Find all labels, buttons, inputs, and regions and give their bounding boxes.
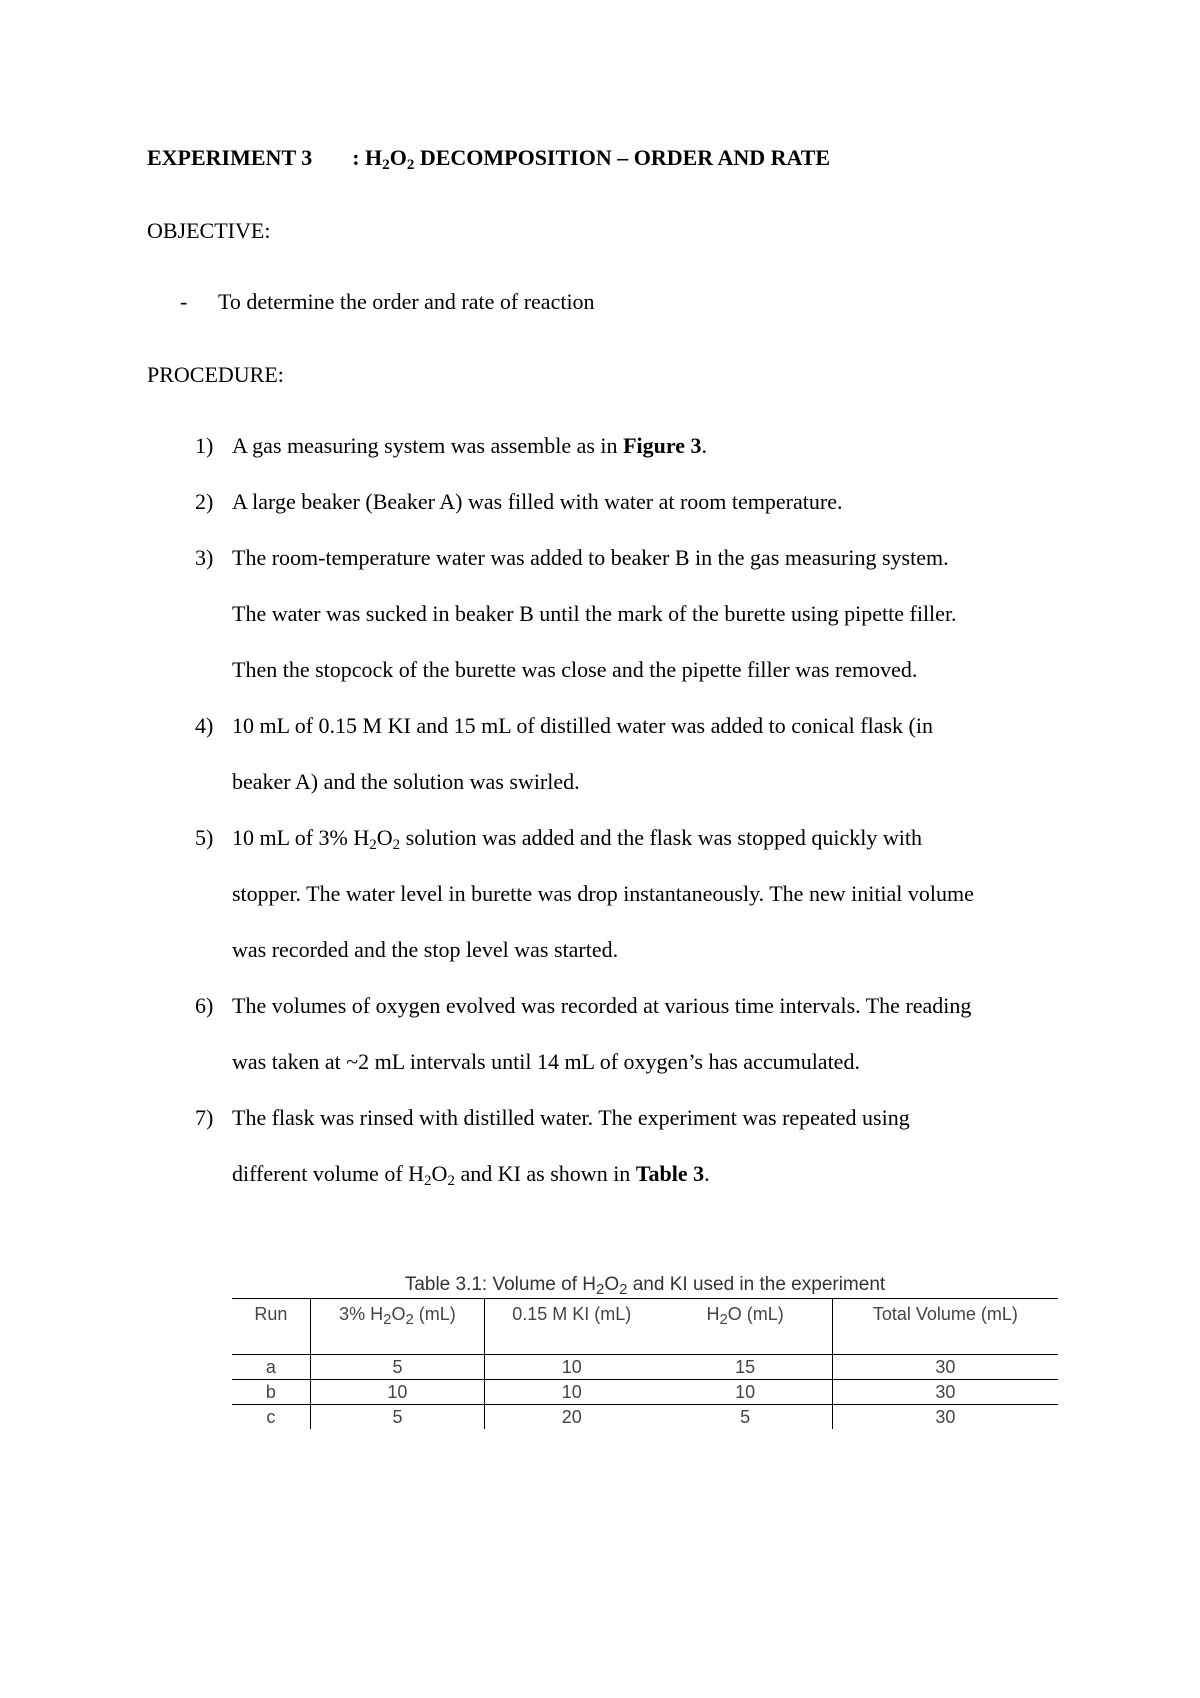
volume-table [232,1298,1058,1429]
step-5-text-c: solution was added and the flask was stopped quickly with [400,825,922,850]
cell-h2o: 5 [740,1406,751,1427]
title-text-after: DECOMPOSITION – ORDER AND RATE [414,145,831,170]
cell-h2o: 15 [658,1355,832,1380]
step-5-sub-1: 2 [369,837,377,853]
step-text: A large beaker (Beaker A) was filled with water at room temperature. [232,489,843,514]
step-number: 4) [195,713,214,738]
title-text-before: : H [352,145,383,170]
step-text-line: The room-temperature water was added to beaker B in the gas measuring system. [232,545,949,570]
caption-sub-2: 2 [619,1281,628,1298]
title-text-mid: O [389,145,407,170]
step-text-line: was recorded and the stop level was started. [232,937,619,962]
procedure-heading: PROCEDURE: [147,362,284,387]
cell-h2o2: 5 [310,1355,484,1380]
step-7-text-e: . [704,1161,710,1186]
cell-ki: 10 [485,1380,659,1405]
step-1-text-c: . [701,433,707,458]
step-5-text-a: 10 mL of 3% H [232,825,370,850]
cell-h2o: 10 [658,1380,832,1405]
step-text-line: The flask was rinsed with distilled water. The experiment was repeated using [232,1105,910,1130]
header-h2o-b: O (mL) [727,1304,784,1324]
table-row [232,1355,1058,1380]
step-7-text-c: and KI as shown in [454,1161,636,1186]
header-h2o2-sub-1: 2 [383,1311,392,1328]
caption-text-a: Table 3.1: Volume of H [404,1274,596,1295]
step-7-text-a: different volume of H [232,1161,425,1186]
caption-text-b: O [604,1274,620,1295]
header-h2o-sub: 2 [719,1311,728,1328]
objective-item [180,289,595,315]
step-text-line: 10 mL of 0.15 M KI and 15 mL of distilled water was added to conical flask (in [232,713,933,738]
header-h2o2-sub-2: 2 [405,1311,414,1328]
header-ki: 0.15 M KI (mL) [485,1299,659,1355]
step-7-text-b: O [431,1161,448,1186]
table-row [232,1380,1058,1405]
step-number: 1) [195,433,214,458]
step-text-line: was taken at ~2 mL intervals until 14 mL of oxygen’s has accumulated. [232,1049,860,1074]
step-text-line: Then the stopcock of the burette was close and the pipette filler was removed. [232,657,918,682]
objective-heading: OBJECTIVE: [147,218,271,243]
cell-h2o2: 5 [310,1405,484,1430]
objective-item-text: To determine the order and rate of reaction [218,289,595,314]
step-5-sub-2: 2 [392,837,401,853]
caption-text-c: and KI used in the experiment [627,1274,886,1295]
step-number: 5) [195,825,214,850]
step-text-line: beaker A) and the solution was swirled. [232,769,580,794]
cell-total: 30 [832,1380,1058,1405]
step-text-line: The water was sucked in beaker B until the mark of the burette using pipette filler. [232,601,957,626]
cell-run: b [232,1380,310,1405]
header-h2o2 [310,1299,484,1355]
experiment-label: EXPERIMENT 3 [147,145,313,170]
header-h2o2-b: O [391,1304,406,1324]
cell-total: 30 [832,1355,1058,1380]
step-7-sub-1: 2 [424,1173,432,1189]
step-text [232,433,707,459]
step-5-text-b: O [376,825,393,850]
cell-h2o2: 10 [310,1380,484,1405]
step-text-line: The volumes of oxygen evolved was recorded at various time intervals. The reading [232,993,972,1018]
step-text-line [232,825,922,851]
cell-total: 30 [832,1405,1058,1430]
cell-run: a [232,1355,310,1380]
figure-reference: Figure 3 [623,433,702,458]
table-header-row [232,1299,1058,1355]
cell-run: c [266,1406,276,1427]
header-h2o [658,1299,832,1355]
header-run: Run [232,1299,310,1355]
step-number: 2) [195,489,214,514]
step-number: 7) [195,1105,214,1130]
step-1-text-a: A gas measuring system was assemble as in [232,433,624,458]
header-total: Total Volume (mL) [832,1299,1058,1355]
title-sub-1: 2 [382,157,390,173]
cell-ki: 20 [485,1405,659,1430]
objective-dash: - [180,289,188,314]
caption-sub-1: 2 [595,1281,605,1298]
step-number: 6) [195,993,214,1018]
table-reference: Table 3 [635,1161,705,1186]
step-text-line [232,1161,710,1187]
table-row [232,1405,1058,1430]
title-sub-2: 2 [406,157,415,173]
step-number: 3) [195,545,214,570]
table-caption [232,1274,1058,1296]
header-h2o2-a: 3% H [339,1304,384,1324]
header-h2o2-c: (mL) [413,1304,456,1324]
step-7-sub-2: 2 [447,1173,455,1189]
cell-ki: 10 [485,1355,659,1380]
header-h2o-a: H [706,1304,720,1324]
experiment-title [147,145,830,171]
step-text-line: stopper. The water level in burette was drop instantaneously. The new initial volume [232,881,974,906]
